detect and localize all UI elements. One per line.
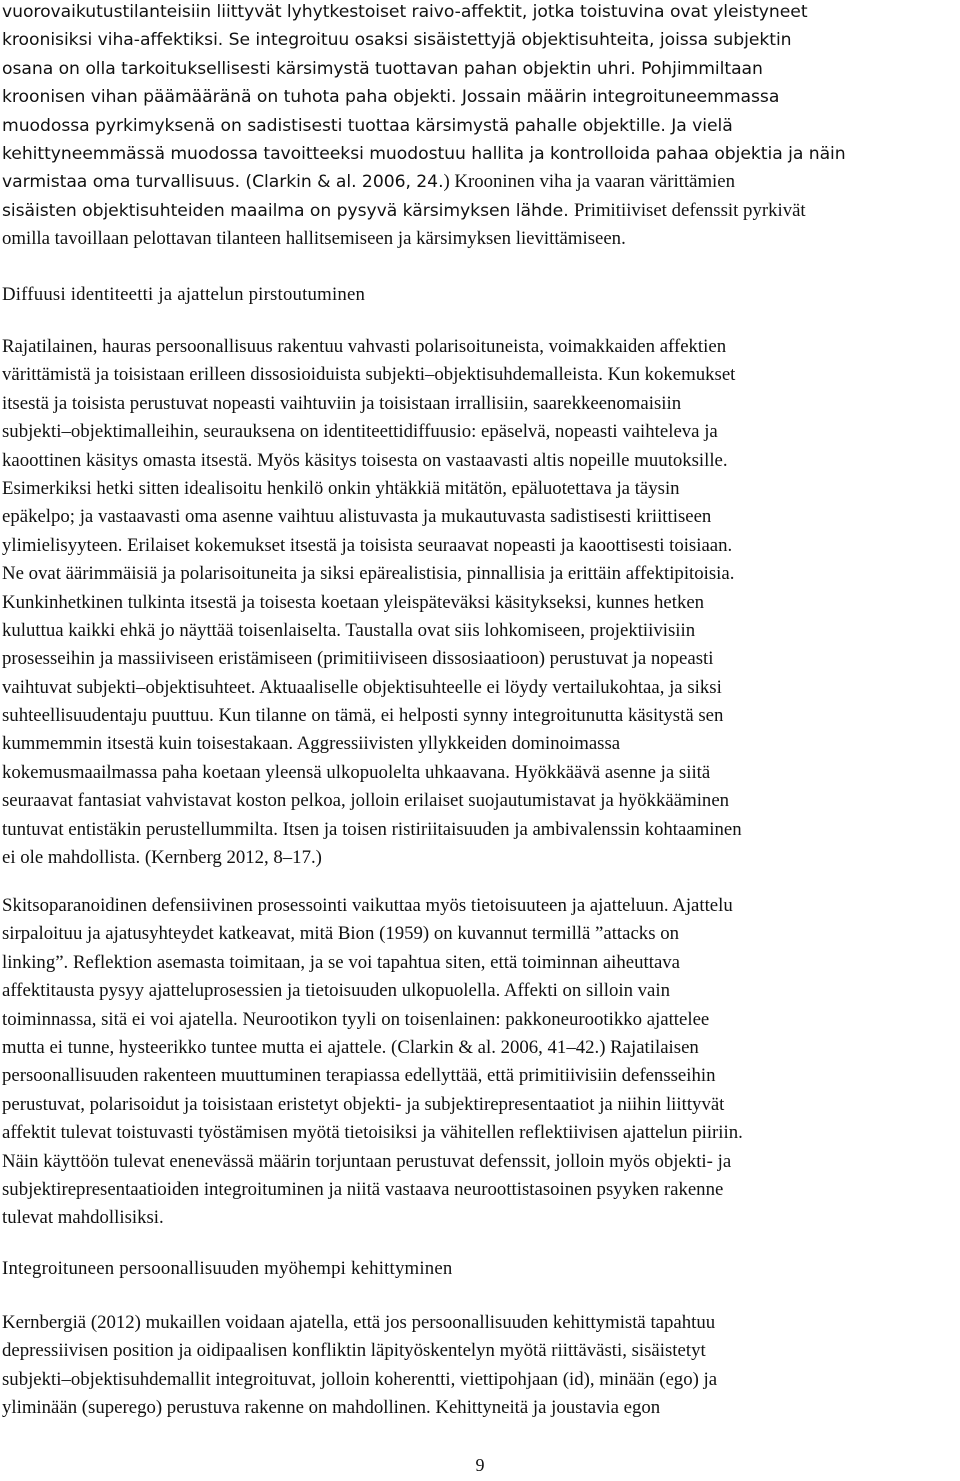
text-segment: kummemmin itsestä kuin toisestakaan. Aggressiivisten yllykkeiden dominoimassa xyxy=(2,733,621,755)
section-heading-integrated-personality: Integroituneen persoonallisuuden myöhempi kehittyminen xyxy=(2,1258,453,1279)
text-segment: ) Krooninen viha ja vaaran värittämien xyxy=(443,171,735,193)
text-segment: kaoottinen käsitys omasta itsestä. Myös käsitys toisesta on vastaavasti altis nopeille muutoksille. xyxy=(2,449,728,471)
text-line xyxy=(2,1091,743,1119)
text-segment: Kunkinhetkinen tulkinta itsestä ja toisesta koetaan yleispäteväksi käsitykseksi, kunnes hetken xyxy=(2,591,705,613)
text-segment: affektit tulevat toistuvasti työstämisen myötä tietoisiksi ja vähitellen reflektiivisen ajattelun piiriin. xyxy=(2,1122,743,1144)
text-segment: sirpaloituu ja ajatusyhteydet katkeavat, mitä Bion (1959) on kuvannut termillä ”attacks on xyxy=(2,923,679,945)
text-segment: Primitiiviset defenssit pyrkivät xyxy=(574,199,806,221)
text-line xyxy=(2,1366,717,1394)
text-segment: Näin käyttöön tulevat enenevässä määrin torjuntaan perustuvat defenssit, jolloin myös objekti- ja xyxy=(2,1150,732,1172)
text-segment: kehittyneemmässä muodossa tavoitteeksi muodostuu hallita ja kontrolloida pahaa objektia ja näin xyxy=(2,143,846,164)
text-line xyxy=(2,589,742,617)
text-segment: Skitsoparanoidinen defensiivinen prosessointi vaikuttaa myös tietoisuuteen ja ajatteluun. Ajattelu xyxy=(2,895,733,916)
text-segment: kroonisiksi viha-affektiksi. Se integroituu osaksi sisäistettyjä objektisuhteita, joissa subjektin xyxy=(2,30,792,51)
text-segment: itsestä ja toisista perustuvat nopeasti vaihtuviin ja toisistaan irrallisiin, saarekkeenomaisiin xyxy=(2,392,682,414)
text-line xyxy=(2,532,742,560)
text-line xyxy=(2,920,743,948)
text-line xyxy=(2,702,742,730)
text-segment: kuluttua kaikki ehkä jo näyttää toisenlaiselta. Taustalla ovat siis lohkomiseen, projektiivisiin xyxy=(2,619,696,641)
text-line xyxy=(2,83,846,111)
text-line xyxy=(2,816,742,844)
text-line xyxy=(2,892,743,920)
text-segment: sisäisten objektisuhteiden maailma on pysyvä kärsimyksen lähde. xyxy=(2,200,575,221)
paragraph-intro xyxy=(2,0,846,254)
text-line xyxy=(2,475,742,503)
text-line xyxy=(2,447,742,475)
text-segment: yliminään (superego) perustuva rakenne on mahdollinen. Kehittyneitä ja joustavia egon xyxy=(2,1397,661,1419)
text-line xyxy=(2,1204,743,1232)
text-segment: Esimerkiksi hetki sitten idealisoitu henkilö onkin yhtäkkiä mitätön, epäluotettava ja täysin xyxy=(2,477,680,499)
text-segment: osana on olla tarkoituksellisesti kärsimystä tuottavan pahan objektin uhri. Pohjimmiltaan xyxy=(2,58,763,79)
text-segment: vaihtuvat subjekti–objektisuhteet. Aktuaaliselle objektisuhteelle ei löydy vertailukohtaa, ja siksi xyxy=(2,676,722,698)
paragraph-schizoparanoid xyxy=(2,892,743,1233)
text-line xyxy=(2,949,743,977)
text-line xyxy=(2,197,846,225)
text-segment: värittämistä ja toisistaan erilleen dissosioiduista subjekti–objektisuhdemalleista. Kun kokemukset xyxy=(2,364,736,386)
text-line xyxy=(2,1034,743,1062)
text-segment: epäkelpo; ja vastaavasti oma asenne vaihtuu alistuvasta ja mukautuvasta sadistisesti kriittiseen xyxy=(2,506,712,528)
text-line xyxy=(2,168,846,196)
text-line xyxy=(2,759,742,787)
text-segment: depressiivisen position ja oidipaalisen konfliktin läpityöskentelyn myötä riittävästi, sisäistetyt xyxy=(2,1340,706,1362)
text-segment: tuntuvat entistäkin perustellummilta. Itsen ja toisen ristiriitaisuuden ja ambivalenssin kohtaaminen xyxy=(2,818,742,840)
text-line xyxy=(2,1337,717,1365)
text-line xyxy=(2,55,846,83)
text-line xyxy=(2,1148,743,1176)
text-line xyxy=(2,645,742,673)
text-segment: kokemusmaailmassa paha koetaan yleensä ulkopuolelta uhkaavana. Hyökkäävä asenne ja siitä xyxy=(2,761,711,783)
text-line xyxy=(2,1394,717,1422)
text-segment: mutta ei tunne, hysteerikko tuntee mutta ei ajattele. (Clarkin & al. 2006, 41–42.) Rajatilaisen xyxy=(2,1036,699,1058)
text-line xyxy=(2,1006,743,1034)
text-segment: perustuvat, polarisoidut ja toisistaan eristetyt objekti- ja subjektirepresentaatiot ja niihin liittyvät xyxy=(2,1093,725,1115)
text-line xyxy=(2,1062,743,1090)
text-line xyxy=(2,674,742,702)
text-line xyxy=(2,844,742,872)
text-segment: kroonisen vihan päämääränä on tuhota paha objekti. Jossain määrin integroituneemmassa xyxy=(2,87,780,108)
text-segment: Rajatilainen, hauras persoonallisuus rakentuu vahvasti polarisoituneista, voimakkaiden affektien xyxy=(2,336,727,357)
section-heading-diffuse-identity: Diffuusi identiteetti ja ajattelun pirstoutuminen xyxy=(2,284,366,305)
text-line xyxy=(2,617,742,645)
text-segment: subjektirepresentaatioiden integroituminen ja niitä vastaava neuroottistasoinen psyyken rakenne xyxy=(2,1178,724,1200)
text-line xyxy=(2,0,846,26)
text-segment: prosesseihin ja massiiviseen eristämiseen (primitiiviseen dissosiaatioon) perustuvat ja nopeasti xyxy=(2,648,714,670)
text-segment: ei ole mahdollista. (Kernberg 2012, 8–17.) xyxy=(2,847,322,869)
text-segment: affektitausta pysyy ajatteluprosessien ja tietoisuuden ulkopuolella. Affekti on silloin vain xyxy=(2,980,670,1002)
text-segment: suhteellisuudentaju puuttuu. Kun tilanne on tämä, ei helposti synny integroitunutta käsitystä sen xyxy=(2,705,724,727)
text-segment: toiminnassa, sitä ei voi ajatella. Neurootikon tyyli on toisenlainen: pakkoneurootikko ajattelee xyxy=(2,1008,710,1030)
text-line xyxy=(2,730,742,758)
text-line xyxy=(2,418,742,446)
text-line xyxy=(2,1119,743,1147)
text-line xyxy=(2,1176,743,1204)
text-line xyxy=(2,1309,717,1337)
text-segment: vuorovaikutustilanteisiin liittyvät lyhytkestoiset raivo-affektit, jotka toistuvina ovat yleistyneet xyxy=(2,2,808,22)
text-line xyxy=(2,361,742,389)
text-segment: tulevat mahdollisiksi. xyxy=(2,1207,164,1229)
text-line xyxy=(2,787,742,815)
text-segment: omilla tavoillaan pelottavan tilanteen hallitsemiseen ja kärsimyksen lievittämiseen. xyxy=(2,228,626,250)
text-line xyxy=(2,503,742,531)
page-number: 9 xyxy=(475,1455,485,1475)
text-line xyxy=(2,112,846,140)
text-line xyxy=(2,560,742,588)
text-line xyxy=(2,140,846,168)
text-segment: seuraavat fantasiat vahvistavat koston pelkoa, jolloin erilaiset suojautumistavat ja hyökkääminen xyxy=(2,790,730,812)
text-line xyxy=(2,977,743,1005)
text-line xyxy=(2,26,846,54)
text-segment: Ne ovat äärimmäisiä ja polarisoituneita ja siksi epärealistisia, pinnallisia ja erittäin affektipitoisia. xyxy=(2,563,735,585)
paragraph-diffuse-identity xyxy=(2,333,742,872)
text-segment: subjekti–objektisuhdemallit integroituvat, jolloin koherentti, viettipohjaan (id), minään (ego) ja xyxy=(2,1368,718,1390)
text-segment: ylimielisyyteen. Erilaiset kokemukset itsestä ja toisista seuraavat nopeasti ja kaoottisesti toisiaan. xyxy=(2,534,733,556)
text-segment: muodossa pyrkimyksenä on sadistisesti tuottaa kärsimystä pahalle objektille. Ja vielä xyxy=(2,115,733,136)
text-segment: linking”. Reflektion asemasta toimitaan, ja se voi tapahtua siten, että toiminnan aiheuttava xyxy=(2,951,681,973)
text-line xyxy=(2,225,846,253)
text-segment: Kernbergiä (2012) mukaillen voidaan ajatella, että jos persoonallisuuden kehittymistä tapahtuu xyxy=(2,1312,716,1333)
text-segment: persoonallisuuden rakenteen muuttuminen terapiassa edellyttää, että primitiivisiin defensseihin xyxy=(2,1065,716,1087)
text-line xyxy=(2,333,742,361)
text-segment: subjekti–objektimalleihin, seurauksena on identiteettidiffuusio: epäselvä, nopeasti vaihteleva ja xyxy=(2,421,718,443)
text-line xyxy=(2,390,742,418)
paragraph-integrated-personality xyxy=(2,1309,717,1423)
text-segment: varmistaa oma turvallisuus. (Clarkin & al. 2006, 24. xyxy=(2,172,444,193)
